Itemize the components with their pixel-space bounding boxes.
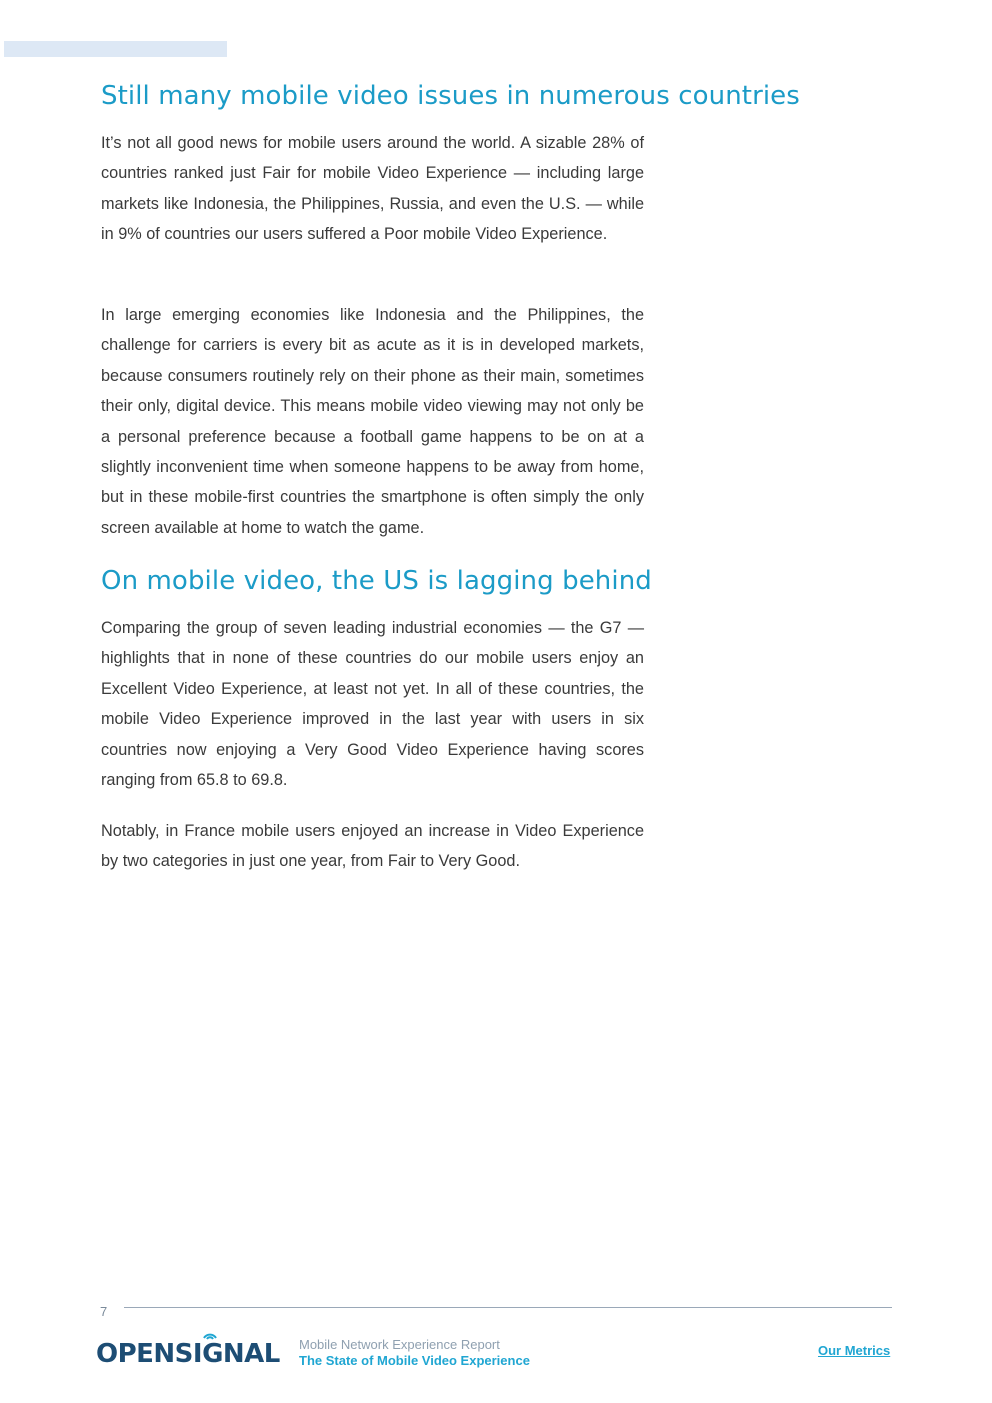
paragraph-emerging-economies: In large emerging economies like Indonesia and the Philippines, the challenge for carriers is every bit as acute as it is in developed markets, because consumers routinely rely on their phone as their main, sometimes their only, digital device. This means mobile video viewing may not only be a personal preference because a football game happens to be on at a slightly inconvenient time when someone happens to be away from home, but in these mobile-first countries the smartphone is often simply the only screen available at home to watch the game.	[101, 306, 644, 537]
our-metrics-link[interactable]: Our Metrics	[818, 1343, 891, 1358]
page-number: 7	[100, 1304, 108, 1319]
opensignal-logo	[96, 1331, 280, 1371]
report-subtitle: The State of Mobile Video Experience	[299, 1353, 530, 1368]
section-heading-us-lagging: On mobile video, the US is lagging behind	[101, 566, 652, 596]
footer-divider	[124, 1307, 892, 1308]
report-title: Mobile Network Experience Report	[299, 1337, 500, 1352]
paragraph-france-increase: Notably, in France mobile users enjoyed an increase in Video Experience by two categories in just one year, from Fair to Very Good.	[101, 822, 644, 871]
signal-waves-icon	[201, 1329, 219, 1341]
header-accent-bar	[4, 41, 227, 57]
logo-text: OPENSIGNAL	[96, 1339, 280, 1369]
paragraph-g7-comparison: Comparing the group of seven leading industrial economies — the G7 — highlights that in none of these countries do our mobile users enjoy an Excellent Video Experience, at least not yet. In all of these countries, the mobile Video Experience improved in the last year with users in six countries now enjoying a Very Good Video Experience having scores ranging from 65.8 to 69.8.	[101, 619, 644, 790]
section-heading-mobile-video-issues: Still many mobile video issues in numerous countries	[101, 81, 800, 111]
paragraph-fair-countries: It’s not all good news for mobile users around the world. A sizable 28% of countries ranked just Fair for mobile Video Experience — including large markets like Indonesia, the Philippines, Russia, and even the U.S. — while in 9% of countries our users suffered a Poor mobile Video Experience.	[101, 134, 644, 244]
